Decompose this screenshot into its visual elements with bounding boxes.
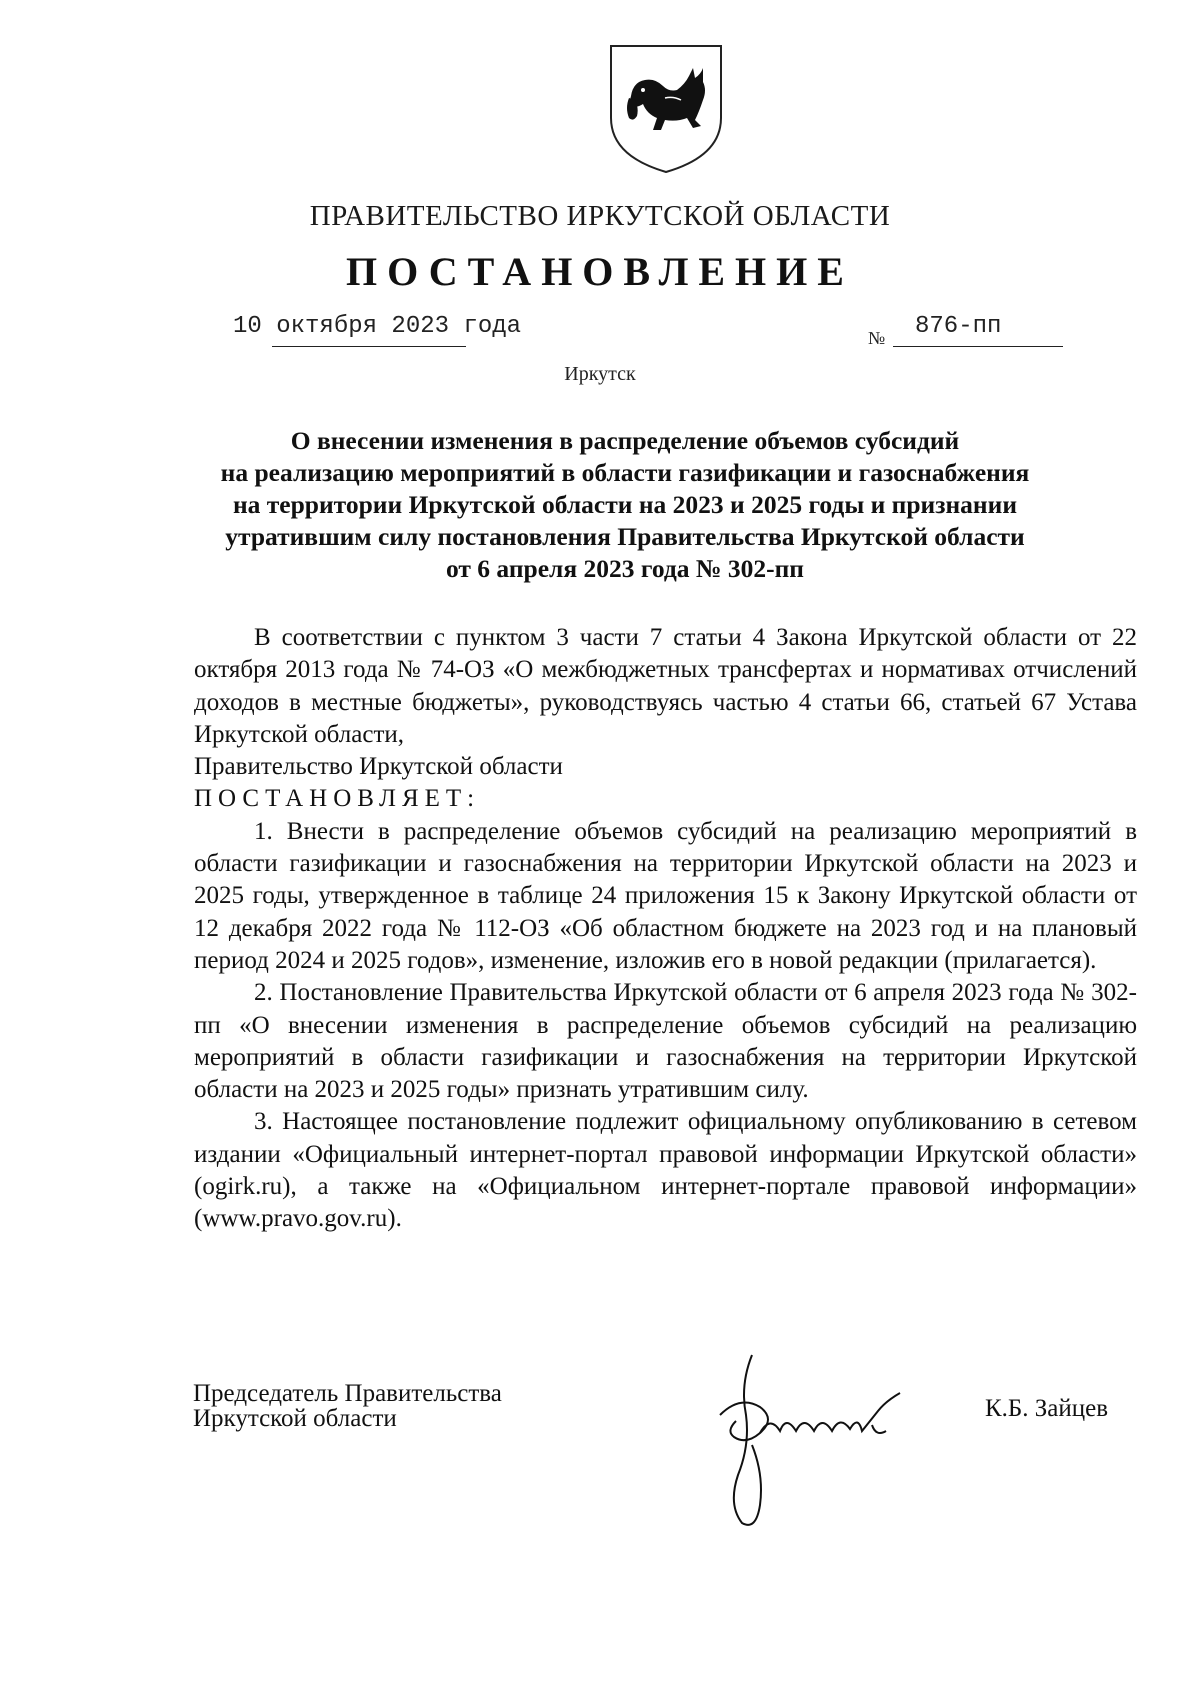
handwritten-signature xyxy=(690,1345,930,1535)
number-sign: № xyxy=(868,328,886,348)
document-type-title: ПОСТАНОВЛЕНИЕ xyxy=(346,249,854,294)
government-name: ПРАВИТЕЛЬСТВО ИРКУТСКОЙ ОБЛАСТИ xyxy=(309,200,891,232)
subject-line: О внесении изменения в распределение объемов субсидий xyxy=(290,426,960,455)
coat-of-arms-icon xyxy=(603,38,729,178)
preamble-last-line: Правительство Иркутской области xyxy=(194,753,563,781)
subject-line: на территории Иркутской области на 2023 и 2025 годы и признании xyxy=(232,490,1018,519)
city: Иркутск xyxy=(564,363,636,385)
item-1: 1. Внести в распределение объемов субсидий на реализацию мероприятий в области газификации и газоснабжения на территории Иркутской области на 2023 и 2025 годы, утвержденное в таблице 24 приложения 15 к Закону Иркутской области от 12 декабря 2022 года № 112-ОЗ «Об областном бюджете на 2023 год и на плановый период 2024 и 2025 годов», изменение, изложив его в новой редакции (прилагается). xyxy=(194,817,1137,974)
document-body xyxy=(194,622,1137,1236)
item-2: 2. Постановление Правительства Иркутской области от 6 апреля 2023 года № 302-пп «О внесении изменения в распределение объемов субсидий на реализацию мероприятий в области газификации и газоснабжения на территории Иркутской области на 2023 и 2025 годы» признать утратившим силу. xyxy=(194,979,1137,1104)
document-number: 876-пп xyxy=(915,313,1002,340)
document-subject xyxy=(190,425,1060,585)
signer-position xyxy=(193,1381,502,1431)
number-underline xyxy=(893,346,1063,347)
date-underline xyxy=(272,346,466,347)
item-3: 3. Настоящее постановление подлежит официальному опубликованию в сетевом издании «Официальный интернет-портал правовой информации Иркутской области» (ogirk.ru), а также на «Официальном интернет-портале правовой информации» (www.pravo.gov.ru). xyxy=(194,1108,1137,1233)
document-date: 10 октября 2023 года xyxy=(233,313,522,340)
resolves-word: ПОСТАНОВЛЯЕТ: xyxy=(194,785,481,813)
signer-position-line: Председатель Правительства xyxy=(193,1380,502,1407)
subject-line: утратившим силу постановления Правительства Иркутской области xyxy=(225,522,1025,551)
signer-name: К.Б. Зайцев xyxy=(985,1395,1109,1422)
preamble-paragraph: В соответствии с пунктом 3 части 7 статьи 4 Закона Иркутской области от 22 октября 2013 года № 74-ОЗ «О межбюджетных трансфертах и нормативах отчислений доходов в местные бюджеты», руководствуясь частью 4 статьи 66, статьей 67 Устава Иркутской области, xyxy=(194,624,1137,748)
subject-line: на реализацию мероприятий в области газификации и газоснабжения xyxy=(220,458,1030,487)
subject-line: от 6 апреля 2023 года № 302-пп xyxy=(445,554,804,583)
signer-position-line: Иркутской области xyxy=(193,1405,397,1432)
